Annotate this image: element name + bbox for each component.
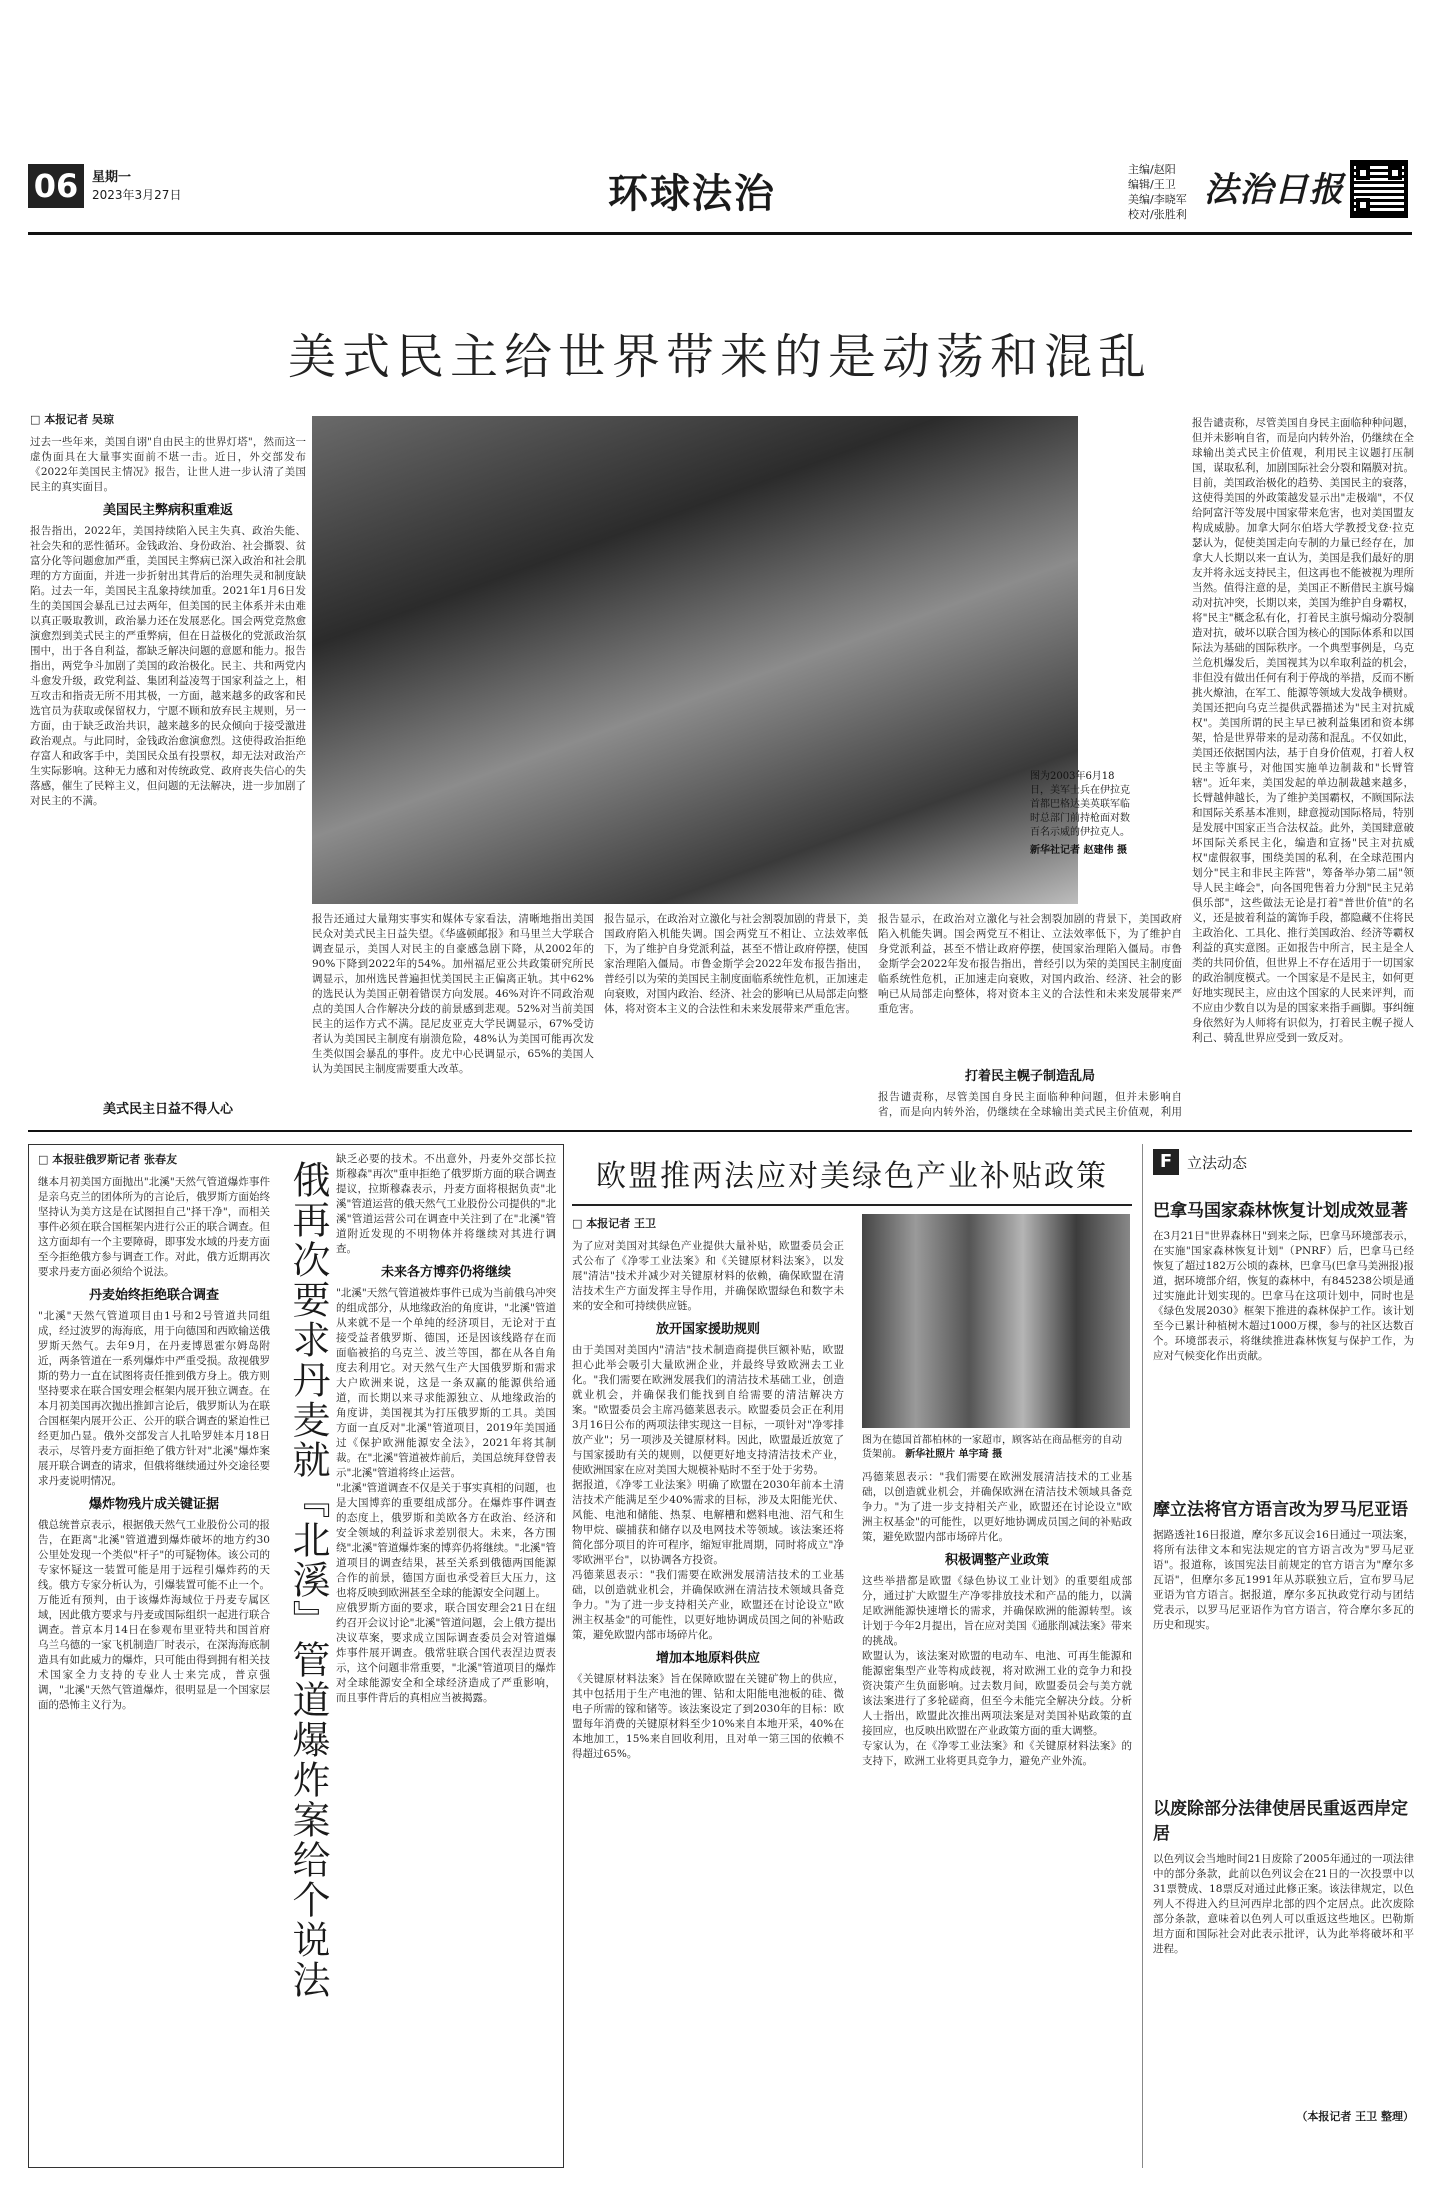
byline: □ 本报记者 王卫 [572,1217,657,1230]
subheading: 美国民主弊病积重难返 [102,503,233,518]
byline: □ 本报驻俄罗斯记者 张春友 [38,1153,178,1166]
column-title: 立法动态 [1187,1153,1248,1172]
legislative-column [1142,1144,1414,2168]
body-text: 据路透社16日报道，摩尔多瓦议会16日通过一项法案，将所有法律文本和宪法规定的官方语言改为"罗马尼亚语"。报道称，该国宪法目前规定的官方语言为"摩尔多瓦语"，但摩尔多瓦1991年从苏联独立后，宣布罗马尼亚语为官方语言。据报道，摩尔多瓦执政党行动与团结党表示，以罗马尼亚语作为官方语言，符合摩尔多瓦的历史和现实。 [1153,1529,1414,1631]
subheading: 增加本地原料供应 [655,1651,760,1666]
caption-text: 图为在德国首都柏林的一家超市，顾客站在商品框旁的自动货架前。 [862,1435,1122,1460]
subheading: 未来各方博弈仍将继续 [380,1265,511,1280]
credit-line: 主编/赵阳 [1128,163,1176,176]
subheading: 放开国家援助规则 [655,1322,760,1337]
page-number: 06 [28,164,84,208]
body-text: 俄总统普京表示，根据俄天然气工业股份公司的报告，在距离"北溪"管道遭到爆炸破坏的地方约30公里处发现一个类似"杆子"的可疑物体。该公司的专家怀疑这一装置可能是用于远程引爆炸药的天线。俄方专家分析认为，引爆装置可能不止一个。万能近有预判，由于该爆炸海域位于丹麦专属区域，因此俄方要求与丹麦或国际组织一起进行联合调查。普京本月14日在参观布里亚特共和国首府乌兰乌德的一家飞机制造厂时表示，在深海海底制造具有如此威力的爆炸，只可能由得到拥有相关技术国家全力支持的专业人士来完成，普京强调，"北溪"天然气管道爆炸，很明显是一个国家层面的恐怖主义行为。 [38,1519,270,1711]
news-headline: 以废除部分法律使居民重返西岸定居 [1153,1799,1408,1844]
body-text: 冯德莱恩表示："我们需要在欧洲发展清洁技术的工业基础，以创造就业机会，并确保欧洲在清洁技术领域具备竞争力。"为了进一步支持相关产业，欧盟还在讨论设立"欧洲主权基金"的可能性，以更好地协调成员国之间的补贴政策，避免欧盟内部市场碎片化。 [572,1569,844,1641]
eu-headline-box [572,1150,1132,1206]
photo-credit: 新华社记者 赵建伟 摄 [1030,845,1127,856]
weekday: 星期一 [92,170,132,185]
credit-line: 校对/张胜利 [1128,208,1187,221]
lead-bottom-col-2 [312,912,594,1122]
body-text: 继本月初美国方面抛出"北溪"天然气管道爆炸事件是亲乌克兰的团体所为的言论后，俄罗斯方面始终坚持认为美方这是在试图担自己"择干净"，而相关事件必须在联合国框架内进行公正的联合调查。但这方面却有一个主要障碍，即事发水域的丹麦方面至今拒绝俄方参与调查工作。对此，俄方近期再次要求丹麦方面必须给个说法。 [38,1176,270,1278]
body-wrap [878,912,1182,1057]
body-text: 以色列议会当地时间21日废除了2005年通过的一项法律中的部分条款，此前以色列议会在21日的一次投票中以31票赞成、18票反对通过此修正案。该法律规定，以色列人不得进入约旦河西岸北部的四个定居点。此次废除部分条款，意味着以色列人可以重返这些地区。巴勒斯坦方面和国际社会对此表示批评，认为此举将破坏和平进程。 [1153,1853,1414,1955]
credit-line: 美编/李晓军 [1128,193,1187,206]
lead-col-1 [30,412,306,1122]
eu-headline: 欧盟推两法应对美绿色产业补贴政策 [596,1159,1108,1194]
nordstream-col-2 [336,1152,556,2160]
body-text: 据报道，《净零工业法案》明确了欧盟在2030年前本土清洁技术产能满足至少40%需求的目标，涉及太阳能光伏、风能、电池和储能、热泵、电解槽和燃料电池、沼气和生物甲烷、碳捕获和储存以及电网技术等领域。该法案还将简化部分项目的许可程序，缩短审批周期，同时将成立"净零欧洲平台"，以协调各方投资。 [572,1479,844,1566]
column-logo-icon: F [1153,1149,1179,1175]
body-text: "北溪"天然气管道项目由1号和2号管道共同组成，经过波罗的海海底，用于向德国和西欧输送俄罗斯天然气。去年9月，在丹麦博恩霍尔姆岛附近，两条管道在一系列爆炸中严重受损。敌视俄罗斯的势力一直在试图将责任推到俄方身上。俄方则坚持要求在联合国安理会框架内展开独立调查。在本月初美国再次抛出推卸言论后，俄罗斯认为在联合国框架内展开公正、公开的联合调查的紧迫性已经更加凸显。俄外交部发言人扎哈罗娃本月18日表示，尽管丹麦方面拒绝了俄方针对"北溪"爆炸案展开联合调查的请求，但俄将继续通过外交途径要求丹麦说明情况。 [38,1310,270,1487]
lead-col-4 [1192,416,1414,1116]
body-text: 报告显示，在政治对立激化与社会割裂加剧的背景下，美国政府陷入机能失调。国会两党互不相让、立法效率低下，为了维护自身党派利益，甚至不惜让政府停摆，使国家治理陷入僵局。市鲁金斯学会2022年发布报告指出，普经引以为荣的美国民主制度面临系统性危机，正加速走向衰败，对国内政治、经济、社会的影响已从局部走向整体，将对资本主义的合法性和未来发展带来严重危害。 [604,913,868,1015]
eu-photo [862,1214,1130,1428]
body-wrap [1153,1852,1414,2102]
date: 2023年3月27日 [92,188,182,202]
nordstream-col-1 [38,1152,270,2160]
eu-photo-caption [862,1434,1130,1462]
body-text: 欧盟认为，该法案对欧盟的电动车、电池、可再生能源和能源密集型产业等构成歧视，将对欧洲工业的竞争力和投资决策产生负面影响。过去数月间，欧盟委员会与美方就该法案进行了多轮磋商，但至今未能完全解决分歧。分析人士指出，欧盟此次推出两项法案是对美国补贴政策的直接回应，也反映出欧盟在产业政策方面的重大调整。 [862,1650,1132,1737]
body-text: 报告谴责称，尽管美国自身民主面临种种问题，但并未影响自省，而是向内转外治，仍继续在全球输出美式民主价值观，利用民主议题打压制国，谋取私利，加剧国际社会分裂和隔膜对抗。目前，美国政治极化的趋势、美国民主的衰落，这使得美国的外政策越发显示出"走极端"，不仅给阿富汗等发展中国家带来危害，也对美国盟友构成威胁。加拿大阿尔伯塔大学教授戈登·拉克瑟认为，促使美国走向专制的力量已经存在，加拿大人长期以来一直认为，美国是我们最好的朋友并将永远支持民主，但这再也不能被视为理所当然。值得注意的是，美国正不断借民主旗号煽动对抗冲突，长期以来，美国为维护自身霸权，将"民主"概念私有化，打着民主旗号煽动分裂制造对抗，破坏以联合国为核心的国际体系和以国际法为基础的国际秩序。一个典型事例是，乌克兰危机爆发后，美国视其为以牟取利益的机会，非但没有做出任何有利于停战的举措，反而不断挑火燎油，在军工、能源等领域大发战争横财。美国还把向乌克兰提供武器描述为"民主对抗威权"。美国所谓的民主早已被利益集团和资本绑架，恰是世界带来的是动荡和混乱。不仅如此，美国还依据国内法，基于自身价值观，打着人权民主等旗号，对他国实施单边制裁和"长臂管辖"。近年来，美国发起的单边制裁越来越多，长臂越伸越长，为了维护美国霸权，不顾国际法和国际关系基本准则，肆意搅动国际格局，特别是发展中国家正当合法权益。此外，美国肆意破坏国际关系民主化，编造和宣扬"民主对抗威权"虚假叙事，围绕美国的私利，在全球范围内划分"民主和非民主阵营"，筹备举办第二届"领导人民主峰会"，向各国兜售着力分割"民主兄弟俱乐部"，这些做法无论是打着"普世价值"的名义，还是披着利益的篱饰手段，都隐藏不住将民主政治化、工具化、推行美国政治、经济等霸权利益的真实意图。正如报告中所言，民主是全人类的共同价值，但世界上不存在适用于一切国家的政治制度模式。一个国家是不是民主，如何更好地实现民主，应由这个国家的人民来评判，而不应由少数自以为是的国家来指手画脚。事纠缠身依然好为人师将有识似为，打着民主幌子搅人利己、骑乱世界应受到一致反对。 [1192,417,1414,1044]
eu-col-2 [862,1470,1132,2166]
column-header [1153,1144,1414,1180]
photo-credit: 新华社照片 单宇琦 摄 [905,1449,1003,1460]
body-wrap [878,1090,1182,1120]
subheading: 美式民主日益不得人心 [102,1102,233,1117]
body-wrap [1153,1528,1414,1778]
body-text: 报告还通过大量翔实事实和媒体专家看法，清晰地指出美国民众对美式民主日益失望。《华盛顿邮报》和马里兰大学联合调查显示，美国人对民主的自豪感急剧下降，从2002年的90%下降到2022年的54%。加州福尼亚公共政策研究所民调显示，加州选民普遍担忧美国民主正偏离正轨。其中62%的选民认为美国正朝着错误方向发展。46%对许不同政治观点的美国人合作解决分歧的前景感到悲观。52%对当前美国民主的运作方式不满。昆尼皮亚克大学民调显示，67%受访者认为美国民主制度有崩溃危险，48%认为美国可能再次发生类似国会暴乱的事件。皮尤中心民调显示，65%的美国人认为美国民主制度需要重大改革。 [312,913,594,1075]
news-headline: 摩立法将官方语言改为罗马尼亚语 [1153,1500,1408,1520]
byline: □ 本报记者 吴琼 [30,413,115,426]
lead-headline: 美式民主给世界带来的是动荡和混乱 [287,329,1152,385]
body-text: 应俄罗斯方面的要求，联合国安理会21日在纽约召开会议讨论"北溪"管道问题，会上俄方提出决议草案，要求成立国际调查委员会对管道爆炸事件展开调查。俄常驻联合国代表涅边贾表示，这个问题非常重要，"北溪"管道项目的爆炸对全球能源安全和全球经济造成了严重影响，而且事件背后的真相应当被揭露。 [336,1602,556,1704]
eu-col-1 [572,1216,844,2166]
section-title: 环球法治 [608,171,776,217]
subheading: 打着民主幌子制造乱局 [964,1069,1095,1084]
lead-photo [312,416,1078,904]
lead-bottom-col-4 [878,912,1182,1122]
qr-code-icon [1350,160,1408,218]
body-text: 《关键原材料法案》旨在保障欧盟在关键矿物上的供应，其中包括用于生产电池的锂、钴和太阳能电池板的硅、微电子所需的镓和锗等。该法案设定了到2030年的目标：欧盟每年消费的关键原材料至少10%来自本地开采，40%在本地加工，15%来自回收利用，且对单一第三国的依赖不得超过65%。 [572,1673,844,1760]
intro-text: 过去一些年来，美国自诩"自由民主的世界灯塔"，然而这一虚伪面具在大量事实面前不堪一击。近日，外交部发布《2022年美国民主情况》报告，让世人进一步认清了美国民主的真实面目。 [30,436,306,493]
body-text: 缺乏必要的技术。不出意外，丹麦外交部长拉斯穆森"再次"重申拒绝了俄罗斯方面的联合调查提议，拉斯穆森表示，丹麦方面将根据负责"北溪"管道运营的俄天然气工业股份公司提供的"北溪"管道运营公司在调查中关注到了在"北溪"管道附近发现的不明物体并将继续对其进行调查。 [336,1153,556,1255]
compiler-credit: （本报记者 王卫 整理） [1296,2110,1414,2123]
subheading: 积极调整产业政策 [944,1553,1049,1568]
body-text: 报告谴责称，尽管美国自身民主面临种种问题，但并未影响自省，而是向内转外治，仍继续在全球输出美式民主价值观，利用 [878,1091,1182,1118]
section-rule [28,1130,1412,1132]
body-text: "北溪"天然气管道被炸事件已成为当前俄乌冲突的组成部分，从地缘政治的角度讲，"北溪"管道从来就不是一个单纯的经济项目，无论对于直接受益者俄罗斯、德国，还是因该线路存在而面临被掐的乌克兰、波兰等国，都在从各自角度去利用它。对天然气生产大国俄罗斯和需求大户欧洲来说，这是一条双赢的能源供给通道，而长期以来寻求能源独立、从地缘政治的角度讲，美国视其为打压俄罗斯的工具。美国方面一直反对"北溪"管道项目，2019年美国通过《保护欧洲能源安全法》，2021年将其制裁。在"北溪"管道被炸前后，美国总统拜登曾表示"北溪"管道将终止运营。 [336,1287,556,1479]
credit-line: 编辑/王卫 [1128,178,1176,191]
masthead-logo: 法治日报 [1204,170,1344,210]
body-text: 专家认为，在《净零工业法案》和《关键原材料法案》的支持下，欧洲工业将更具竞争力，避免产业外流。 [862,1740,1132,1767]
body-wrap [1153,1229,1414,1479]
body-text: 这些举措都是欧盟《绿色协议工业计划》的重要组成部分，通过扩大欧盟生产净零排放技术和产品的能力，以满足欧洲能源快速增长的需求，并确保欧洲的能源转型。该计划于今年2月提出，旨在应对美国《通胀削减法案》带来的挑战。 [862,1575,1132,1647]
page-header [28,160,1412,230]
caption-text: 图为2003年6月18日，美军士兵在伊拉克首都巴格达美英联军临时总部门前持枪面对数百名示威的伊拉克人。 [1030,771,1130,838]
body-text: 在3月21日"世界森林日"到来之际，巴拿马环境部表示，在实施"国家森林恢复计划"（PNRF）后，巴拿马已经恢复了超过182万公顷的森林，巴拿马(巴拿马美洲报)报道，据环境部介绍，恢复的森林中，有845238公顷是通过实施此计划实现的。巴拿马在这项计划中，同时也是《绿色发展2030》框架下推进的森林保护工作。该计划至今已累计种植树木超过1000万棵，参与的社区达数百个。环境部表示，将继续推进森林恢复与保护工作，为应对气候变化作出贡献。 [1153,1230,1414,1362]
body-text: "北溪"管道调查不仅是关于事实真相的问题，也是大国博弈的重要组成部分。在爆炸事件调查的态度上，俄罗斯和美欧各方在政治、经济和安全领域的利益诉求差别很大。未来，各方围绕"北溪"管道爆炸案的博弈仍将继续。"北溪"管道项目的调查结果，甚至关系到俄德两国能源合作的前景，德国方面也承受着巨大压力，这也将反映到欧洲甚至全球的能源安全问题上。 [336,1482,556,1599]
news-headline: 巴拿马国家森林恢复计划成效显著 [1153,1201,1408,1221]
body-text: 冯德莱恩表示："我们需要在欧洲发展清洁技术的工业基础，以创造就业机会，并确保欧洲在清洁技术领域具备竞争力。"为了进一步支持相关产业，欧盟还在讨论设立"欧洲主权基金"的可能性，以更好地协调成员国之间的补贴政策，避免欧盟内部市场碎片化。 [862,1471,1132,1543]
header-rule [28,232,1412,235]
body-text: 为了应对美国对其绿色产业提供大量补贴，欧盟委员会正式公布了《净零工业法案》和《关键原材料法案》，以发展"清洁"技术并减少对关键原材料的依赖，确保欧盟在清洁技术生产方面发挥主导作用，并确保欧盟绿色和数字未来的安全和可持续供应链。 [572,1240,844,1312]
body-text: 报告指出，2022年，美国持续陷入民主失真、政治失能、社会失和的恶性循环。金钱政治、身份政治、社会撕裂、贫富分化等问题愈加严重，美国民主弊病已深入政治和社会肌理的方方面面，并进一步折射出其背后的治理失灵和制度缺陷。过去一年，美国民主乱象持续加重。2021年1月6日发生的美国国会暴乱已过去两年，但美国的民主体系并未由难以真正吸取教训，政治暴力还在发展恶化。国会两党竞熬愈演愈烈到美式民主的严重弊病，但在日益极化的党派政治氛围中，出于各自利益，都缺乏解决问题的意愿和能力。报告指出，两党争斗加剧了美国的政治极化。民主、共和两党内斗愈发升级，政党利益、集团利益凌驾于国家利益之上，相互攻击和指责无所不用其极，一方面，越来越多的政客和民选官员为获取或保留权力，宁愿不顾和放弃民主规则，另一方面，由于缺乏政治共识，越来越多的民众倾向于接受激进政治观点。与此同时，金钱政治愈演愈烈。这使得政治拒绝存富人和政客手中，美国民众虽有投票权，却无法对政治产生实际影响。这种无力感和对传统政党、政府丧失信心的失落感，催生了民粹主义，但问题的无法解决，进一步加剧了对民主的不满。 [30,525,306,807]
nordstream-headline: 俄再次要求丹麦就『北溪』管道爆炸案给个说法 [286,1160,330,2000]
photo-caption [1030,770,1134,858]
subheading: 爆炸物残片成关键证据 [88,1497,219,1512]
lead-bottom-col-3 [604,912,868,1122]
body-text: 报告显示，在政治对立激化与社会割裂加剧的背景下，美国政府陷入机能失调。国会两党互不相让、立法效率低下，为了维护自身党派利益，甚至不惜让政府停摆，使国家治理陷入僵局。市鲁金斯学会2022年发布报告指出，普经引以为荣的美国民主制度面临系统性危机，正加速走向衰败，对国内政治、经济、社会的影响已从局部走向整体，将对资本主义的合法性和未来发展带来严重危害。 [878,913,1182,1015]
body-text: 由于美国对美国内"清洁"技术制造商提供巨额补贴，欧盟担心此举会吸引大量欧洲企业，并最终导致欧洲去工业化。"我们需要在欧洲发展我们的清洁技术基础工业，创造就业机会，并确保我们能找到自给需要的清洁解决方案。"欧盟委员会主席冯德莱恩表示。欧盟委员会正在利用3月16日公布的两项法律实现这一目标，一项针对"净零排放产业"；另一项涉及关键原材料。因此，欧盟最近放宽了与国家援助有关的规则，以便更好地支持清洁技术产业，使欧洲国家在应对美国大规模补贴时不至于处于劣势。 [572,1344,844,1476]
subheading: 丹麦始终拒绝联合调查 [88,1288,219,1303]
